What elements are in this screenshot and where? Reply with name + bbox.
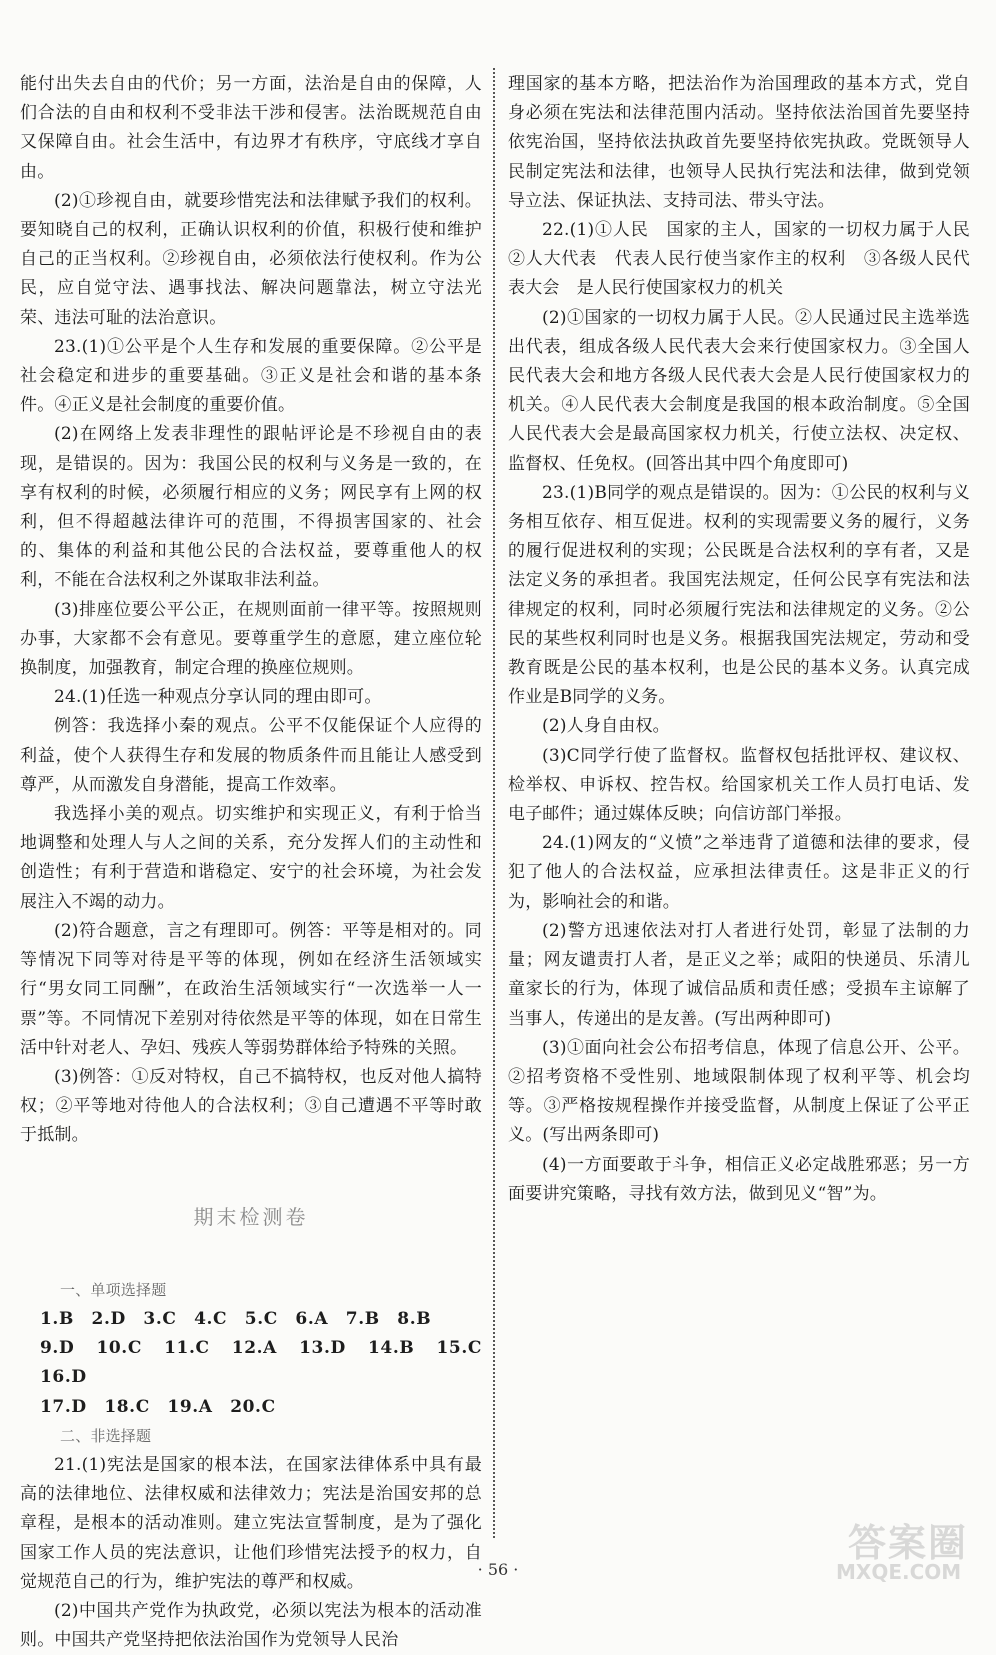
paragraph: (2)警方迅速依法对打人者进行处罚，彰显了法制的力量；网友谴责打人者，是正义之举；咸阳的快递员、乐清儿童家长的行为，体现了诚信品质和责任感；受损车主谅解了当事人，传递出的是友善。(写出两种即可) <box>508 920 970 1029</box>
paragraph: (2)符合题意，言之有理即可。例答：平等是相对的。同等情况下同等对待是平等的体现，例如在经济生活领域实行“男女同工同酬”，在政治生活领域实行“一次选举一人一票”等。不同情况下差别对待依然是平等的体现，如在日常生活中针对老人、孕妇、残疾人等弱势群体给予特殊的关照。 <box>20 920 482 1058</box>
paragraph: 我选择小美的观点。切实维护和实现正义，有利于恰当地调整和处理人与人之间的关系，充分发挥人们的主动性和创造性；有利于营造和谐稳定、安宁的社会环境，为社会发展注入不竭的动力。 <box>20 804 482 912</box>
paragraph: 24.(1)网友的“义愤”之举违背了道德和法律的要求，侵犯了他人的合法权益，应承担法律责任。这是非正义的行为，影响社会的和谐。 <box>508 833 970 912</box>
paragraph: (2)①国家的一切权力属于人民。②人民通过民主选举选出代表，组成各级人民代表大会来行使国家权力。③全国人民代表大会和地方各级人民代表大会是人民行使国家权力的机关。④人民代表大会制度是我国的根本政治制度。⑤全国人民代表大会是最高国家权力机关，行使立法权、决定权、监督权、任免权。(回答出其中四个角度即可) <box>508 307 970 474</box>
paragraph: (3)C同学行使了监督权。监督权包括批评权、建议权、检举权、申诉权、控告权。给国家机关工作人员打电话、发电子邮件；通过媒体反映；向信访部门举报。 <box>508 745 970 825</box>
column-divider <box>493 68 495 1538</box>
paragraph: (2)中国共产党作为执政党，必须以宪法为根本的活动准则。中国共产党坚持把依法治国作为党领导人民治 <box>20 1600 482 1651</box>
paragraph: (3)例答：①反对特权，自己不搞特权，也反对他人搞特权；②平等地对待他人的合法权利；③自己遭遇不平等时敢于抵制。 <box>20 1066 482 1146</box>
paragraph: 能付出失去自由的代价；另一方面，法治是自由的保障，人们合法的自由和权利不受非法干涉和侵害。法治既规范自由又保障自由。社会生活中，有边界才有秩序，守底线才享自由。 <box>20 74 482 182</box>
right-column <box>508 70 988 1209</box>
watermark-logo <box>828 1512 978 1586</box>
watermark-url: MXQE.COM <box>836 1560 962 1584</box>
page-number: · 56 · <box>477 1560 519 1579</box>
paragraph: (4)一方面要敢于斗争，相信正义必定战胜邪恶；另一方面要讲究策略，寻找有效方法，做到见义“智”为。 <box>508 1154 970 1204</box>
paragraph: 24.(1)任选一种观点分享认同的理由即可。 <box>54 687 382 708</box>
paragraph: (3)①面向社会公布招考信息，体现了信息公开、公平。②招考资格不受性别、地域限制体现了权利平等、机会均等。③严格按规程操作并接受监督，从制度上保证了公平正义。(写出两条即可) <box>508 1037 970 1146</box>
sub-heading-non-choice: 二、非选择题 <box>60 1426 152 1445</box>
watermark-text: 答案圈 <box>848 1521 969 1565</box>
paragraph: 22.(1)①人民 国家的主人，国家的一切权力属于人民 ②人大代表 代表人民行使当家作主的权利 ③各级人民代表大会 是人民行使国家权力的机关 <box>508 220 988 299</box>
paragraph: (2)①珍视自由，就要珍惜宪法和法律赋予我们的权利。要知晓自己的权利，正确认识权利的价值，积极行使和维护自己的正当权利。②珍视自由，必须依法行使权利。作为公民，应自觉守法、遇事找法、解决问题靠法，树立守法光荣、违法可耻的法治意识。 <box>20 190 482 328</box>
answer-line: 1.B 2.D 3.C 4.C 5.C 6.A 7.B 8.B <box>40 1308 432 1329</box>
paragraph: (2)在网络上发表非理性的跟帖评论是不珍视自由的表现，是错误的。因为：我国公民的权利与义务是一致的，在享有权利的时候，必须履行相应的义务；网民享有上网的权利，但不得超越法律许可的范围，不得损害国家的、社会的、集体的利益和其他公民的合法权益，要尊重他人的权利，不能在合法权利之外谋取非法利益。 <box>20 424 482 591</box>
sub-heading-choice: 一、单项选择题 <box>60 1280 167 1299</box>
section-title: 期末检测卷 <box>193 1204 309 1229</box>
answer-line: 9.D 10.C 11.C 12.A 13.D 14.B 15.C 16.D <box>40 1338 500 1388</box>
paragraph: 理国家的基本方略，把法治作为治国理政的基本方式，党自身必须在宪法和法律范围内活动。坚持依法治国首先要坚持依宪治国，坚持依法执政首先要坚持依宪执政。党既领导人民制定宪法和法律，也领导人民执行宪法和法律，做到党领导立法、保证执法、支持司法、带头守法。 <box>508 74 970 211</box>
paragraph: 21.(1)宪法是国家的根本法，在国家法律体系中具有最高的法律地位、法律权威和法律效力；宪法是治国安邦的总章程，是根本的活动准则。建立宪法宣誓制度，是为了强化国家工作人员的宪法意识，让他们珍惜宪法授予的权力，自觉规范自己的行为，维护宪法的尊严和权威。 <box>20 1454 482 1592</box>
paragraph: 例答：我选择小秦的观点。公平不仅能保证个人应得的利益，使个人获得生存和发展的物质条件而且能让人感受到尊严，从而激发自身潜能，提高工作效率。 <box>20 716 482 795</box>
answer-line: 17.D 18.C 19.A 20.C <box>40 1396 276 1417</box>
paragraph: 23.(1)①公平是个人生存和发展的重要保障。②公平是社会稳定和进步的重要基础。③正义是社会和谐的基本条件。④正义是社会制度的重要价值。 <box>20 336 482 416</box>
paragraph: (3)排座位要公平公正，在规则面前一律平等。按照规则办事，大家都不会有意见。要尊重学生的意愿，建立座位轮换制度，加强教育，制定合理的换座位规则。 <box>20 599 482 679</box>
paragraph: (2)人身自由权。 <box>542 716 670 737</box>
paragraph: 23.(1)B同学的观点是错误的。因为：①公民的权利与义务相互依存、相互促进。权利的实现需要义务的履行，义务的履行促进权利的实现；公民既是合法权利的享有者，又是法定义务的承担者。我国宪法规定，任何公民享有宪法和法律规定的权利，同时必须履行宪法和法律规定的义务。②公民的某些权利同时也是义务。根据我国宪法规定，劳动和受教育既是公民的基本权利，也是公民的基本义务。认真完成作业是B同学的义务。 <box>508 482 970 708</box>
